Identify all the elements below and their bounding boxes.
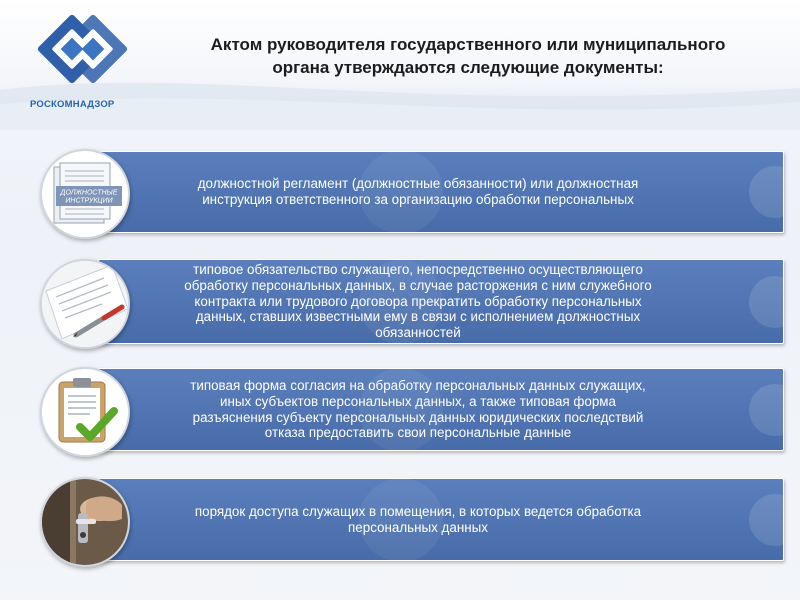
item-text-line: персональных данных xyxy=(348,519,488,535)
title-line: органа утверждаются следующие документы: xyxy=(272,58,664,77)
logo-text: РОСКОМНАДЗОР xyxy=(30,99,115,110)
item-text-line: контракта или трудового договора прекратить обработку персональных xyxy=(194,293,642,309)
item-text-line: иных субъектов персональных данных, а также типовая форма xyxy=(220,393,616,409)
item-text-line: инструкция ответственного за организацию обработки персональных xyxy=(202,192,634,207)
item-text xyxy=(122,259,714,344)
icon-label-line: ДОЛЖНОСТНЫЕ xyxy=(60,189,118,197)
document-item-typical-obligation xyxy=(40,259,750,344)
item-text-line: типовое обязательство служащего, непосредственно осуществляющего xyxy=(193,262,643,277)
document-item-consent-form xyxy=(40,368,750,451)
item-text-line: разъяснения субъекту персональных данных юридических последствий xyxy=(192,409,644,425)
item-text xyxy=(122,151,714,233)
item-text-line: данных, ставших известными ему в связи с исполнением должностных xyxy=(195,309,641,325)
item-text-line: отказа предоставить свои персональные данные xyxy=(264,425,572,441)
title-line: Актом руководителя государственного или муниципального xyxy=(210,35,726,54)
job-instructions-document-icon xyxy=(40,149,130,239)
document-item-premises-access xyxy=(40,478,750,561)
document-item-job-regulations xyxy=(40,151,750,233)
item-text-line: типовая форма согласия на обработку персональных данных служащих, xyxy=(190,377,646,393)
item-text xyxy=(122,368,714,451)
item-text xyxy=(122,478,714,561)
item-text-line: порядок доступа служащих в помещения, в которых ведется обработка xyxy=(194,503,642,519)
item-text-line: обработку персональных данных, в случае расторжения с ним служебного xyxy=(184,277,652,293)
page-title xyxy=(150,33,786,79)
item-text-line: должностной регламент (должностные обязанности) или должностная xyxy=(197,176,639,192)
icon-label-line: ИНСТРУКЦИИ xyxy=(65,197,113,205)
item-text-line: обязанностей xyxy=(375,325,461,341)
contract-with-pen-icon xyxy=(40,259,130,349)
door-handle-key-icon xyxy=(40,477,130,567)
clipboard-checkmark-icon xyxy=(40,367,130,457)
